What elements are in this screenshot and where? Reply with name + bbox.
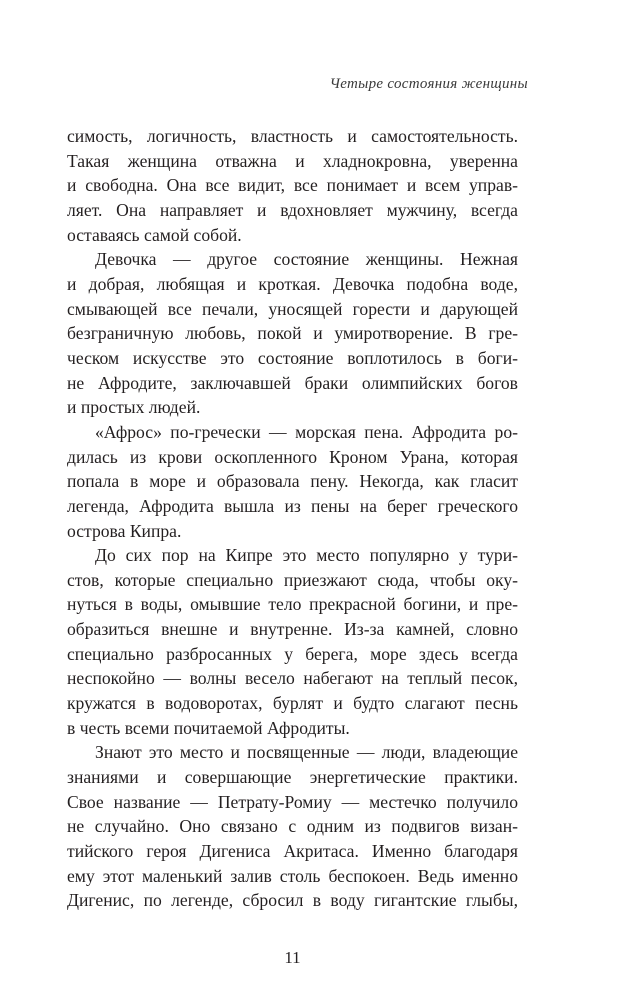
text-line: смывающей все печали, уносящей горести и дарующей — [67, 298, 518, 319]
text-line: оставаясь самой собой. — [67, 224, 242, 245]
text-line: ему этот маленький залив столь беспокоен. Ведь именно — [67, 865, 518, 886]
text-line: «Афрос» по-гречески — морская пена. Афродита ро- — [95, 421, 518, 442]
text-line: и добрая, любящая и кроткая. Девочка подобна воде, — [67, 273, 518, 294]
paragraph — [67, 420, 518, 543]
page-number: 11 — [284, 948, 301, 967]
text-line: нуться в воды, омывшие тело прекрасной богини, и пре- — [67, 594, 518, 615]
paragraph — [67, 124, 518, 247]
running-header: Четыре состояния женщины — [329, 76, 528, 92]
text-line: Такая женщина отважна и хладнокровна, уверенна — [67, 150, 518, 171]
text-line: попала в море и образовала пену. Некогда, как гласит — [67, 471, 518, 492]
paragraph — [67, 740, 518, 913]
text-line: легенда, Афродита вышла из пены на берег греческого — [67, 495, 518, 516]
text-line: не случайно. Оно связано с одним из подвигов визан- — [67, 816, 518, 837]
paragraph — [67, 543, 518, 740]
page-body-text — [67, 124, 518, 913]
text-line: специально разбросанных у берега, море здесь всегда — [67, 643, 518, 664]
text-line: знаниями и совершающие энергетические практики. — [67, 767, 518, 788]
text-line: стов, которые специально приезжают сюда, чтобы оку- — [67, 569, 518, 590]
text-line: ческом искусстве это состояние воплотилось в боги- — [67, 347, 518, 368]
text-line: ляет. Она направляет и вдохновляет мужчину, всегда — [67, 199, 518, 220]
text-line: и свободна. Она все видит, все понимает и всем управ- — [67, 175, 518, 196]
text-line: Дигенис, по легенде, сбросил в воду гигантские глыбы, — [67, 890, 518, 911]
text-line: Свое название — Петрату-Ромиу — местечко получило — [67, 791, 518, 812]
text-line: дилась из крови оскопленного Кроном Урана, которая — [67, 446, 518, 467]
text-line: кружатся в водоворотах, бурлят и будто слагают песнь — [67, 693, 518, 714]
text-line: образиться внешне и внутренне. Из-за камней, словно — [67, 619, 518, 640]
text-line: Девочка — другое состояние женщины. Нежная — [95, 249, 518, 270]
page-content — [67, 124, 518, 969]
text-line: не Афродите, заключавшей браки олимпийских богов — [67, 372, 518, 393]
text-line: и простых людей. — [67, 397, 201, 418]
text-line: тийского героя Дигениса Акритаса. Именно благодаря — [67, 841, 518, 862]
paragraph — [67, 247, 518, 420]
text-line: До сих пор на Кипре это место популярно у тури- — [95, 545, 518, 566]
text-line: острова Кипра. — [67, 520, 182, 541]
text-line: Знают это место и посвященные — люди, владеющие — [95, 742, 518, 763]
text-line: неспокойно — волны весело набегают на теплый песок, — [67, 668, 518, 689]
text-line: симость, логичность, властность и самостоятельность. — [67, 126, 518, 146]
text-line: в честь всеми почитаемой Афродиты. — [67, 717, 350, 738]
text-line: безграничную любовь, покой и умиротворение. В гре- — [67, 323, 518, 344]
